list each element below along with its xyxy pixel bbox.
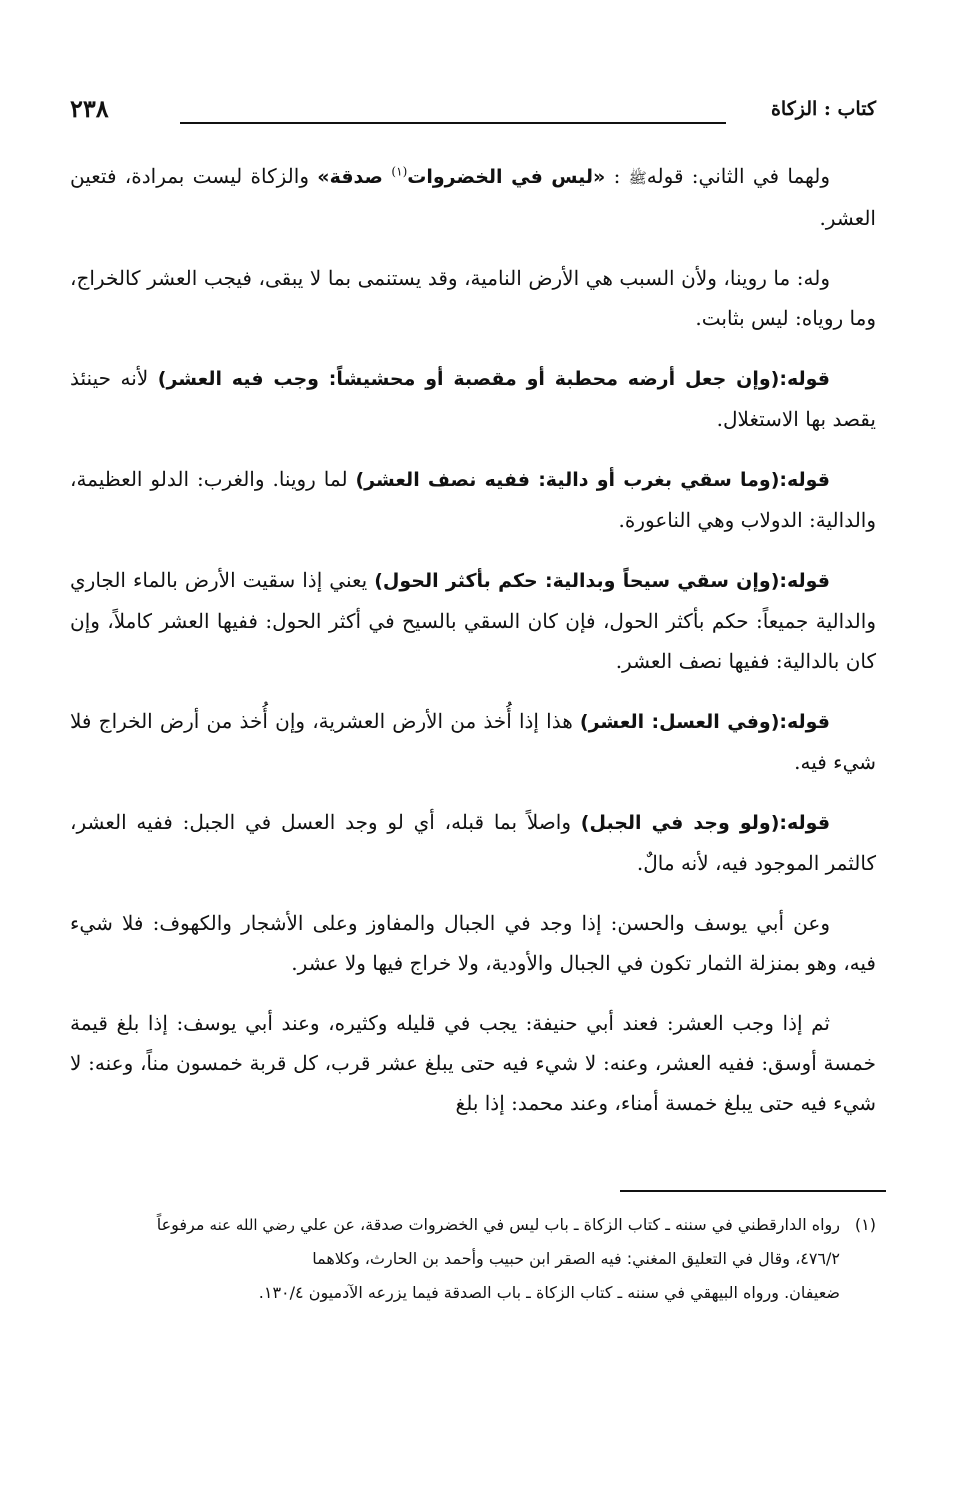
qawl-label: قوله: — [779, 812, 831, 834]
paragraph-8: وعن أبي يوسف والحسن: إذا وجد في الجبال والمفاوز وعلى الأشجار والكهوف: فلا شيء فيه، وهو بمنزلة الثمار تكون في الجبال والأودية، ولا خراج فيها ولا عشر. — [70, 911, 876, 975]
paragraph-text: يعني إذا سقيت الأرض بالماء الجاري والدالية جميعاً: حكم بأكثر الحول، فإن كان السقي بالسيح في أكثر الحول: ففيها العشر كاملاً، وإن كان بالدالية: ففيها نصف العشر. — [70, 568, 876, 673]
paragraph-text: ولهما في الثاني: قوله — [646, 164, 830, 188]
chapter-title: كتاب : الزكاة — [770, 98, 876, 120]
body-text — [70, 156, 876, 1143]
paragraph-text: لأنه حينئذ يقصد بها الاستغلال. — [70, 366, 876, 431]
paragraph-5 — [70, 560, 876, 681]
paragraph-3 — [70, 358, 876, 439]
footnote-text: رواه الدارقطني في سننه ـ كتاب الزكاة ـ باب ليس في الخضروات صدقة، عن علي — [299, 1215, 840, 1234]
qawl-label: قوله: — [779, 711, 830, 733]
qawl-label: قوله: — [779, 469, 830, 491]
footnote-1 — [90, 1208, 876, 1242]
qawl-label: قوله: — [779, 570, 830, 592]
footnote-number: (١) — [854, 1215, 876, 1234]
footnote-reference[interactable]: (١) — [391, 164, 408, 179]
paragraph-text: لما روينا. والغرب: الدلو العظيمة، والدالية: الدولاب وهي الناعورة. — [70, 467, 876, 532]
paragraph-1 — [70, 156, 876, 238]
paragraph-text: والزكاة ليست بمرادة، فتعين العشر. — [70, 164, 876, 230]
hadith-quote: «ليس في الخضروات — [407, 166, 606, 188]
qawl-label: قوله: — [779, 368, 830, 390]
paragraph-text: : — [605, 164, 629, 188]
footnotes — [90, 1208, 876, 1310]
matn-quote: (وإن سقي سيحاً وبدالية: حكم بأكثر الحول) — [374, 570, 780, 592]
hadith-quote-end: صدقة» — [317, 166, 392, 188]
honorific-symbol: رضي الله عنه — [209, 1216, 295, 1234]
honorific-symbol: ﷺ — [628, 169, 647, 187]
header-rule — [180, 122, 726, 124]
matn-quote: (وإن جعل أرضه محطبة أو مقصبة أو محشيشاً: وجب فيه العشر) — [157, 368, 780, 390]
paragraph-6 — [70, 701, 876, 782]
matn-quote: (وفي العسل: العشر) — [579, 711, 780, 733]
footnote-1-continued: ٤٧٦/٢، وقال في التعليق المغني: فيه الصقر ابن حبيب وأحمد بن الحارث، وكلاهما — [312, 1249, 840, 1268]
paragraph-2: وله: ما روينا، ولأن السبب هي الأرض النامية، وقد يستنمى بما لا يبقى، فيجب العشر كالخراج، وما روياه: ليس بثابت. — [70, 266, 876, 330]
footnote-1-continued: ضعيفان. ورواه البيهقي في سننه ـ كتاب الزكاة ـ باب الصدقة فيما يزرعه الآدميون ١٣٠/٤. — [258, 1283, 840, 1302]
paragraph-9: ثم إذا وجب العشر: فعند أبي حنيفة: يجب في قليله وكثيره، وعند أبي يوسف: إذا بلغ قيمة خمسة أوسق: ففيه العشر، وعنه: لا شيء فيه حتى يبلغ عشر قرب، كل قربة خمسون مناً، وعنه: لا شيء فيه حتى يبلغ خمسة أمناء، وعند محمد: إذا بلغ — [70, 1011, 876, 1115]
footnote-rule — [620, 1190, 886, 1192]
paragraph-7 — [70, 802, 876, 883]
paragraph-text: هذا إذا أُخذ من الأرض العشرية، وإن أُخذ من أرض الخراج فلا شيء فيه. — [70, 709, 876, 774]
paragraph-text: واصلاً بما قبله، أي لو وجد العسل في الجبل: ففيه العشر، كالثمر الموجود فيه، لأنه مالٌ. — [70, 810, 876, 875]
footnote-text: مرفوعاً — [156, 1215, 210, 1234]
running-header — [70, 94, 876, 134]
matn-quote: (ولو وجد في الجبل) — [580, 812, 780, 834]
matn-quote: (وما سقي بغرب أو دالية: ففيه نصف العشر) — [355, 469, 780, 491]
page-number: ٢٣٨ — [70, 94, 109, 123]
paragraph-4 — [70, 459, 876, 540]
